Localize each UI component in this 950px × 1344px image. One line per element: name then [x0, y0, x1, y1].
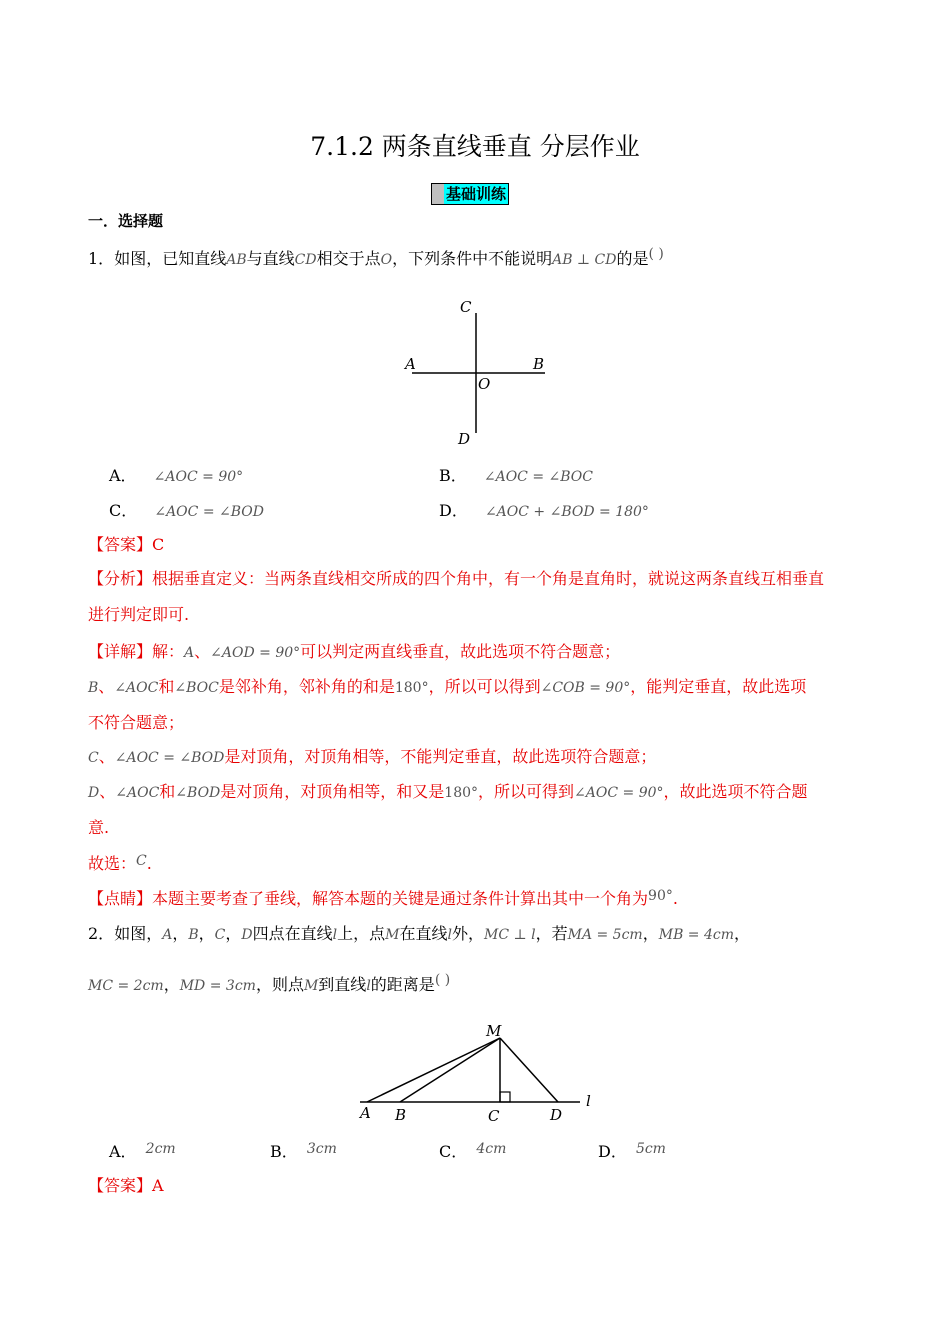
option-expr: 2cm [145, 1141, 176, 1157]
q1-detail-b [88, 674, 806, 697]
q1-option-a[interactable] [109, 463, 243, 486]
comment-math: 90° [648, 888, 673, 904]
q2-math: A [162, 927, 173, 943]
label-m: M [486, 1022, 502, 1040]
label-a: A [405, 355, 416, 373]
detail-math: ∠COB = 90° [540, 680, 631, 696]
choose-text: 故选： [88, 854, 137, 873]
q2-stem-line2 [88, 972, 450, 995]
label-d: D [550, 1106, 563, 1124]
option-letter: A． [109, 1142, 137, 1161]
detail-text: 、 [99, 782, 116, 801]
segment-mb [400, 1038, 500, 1102]
q2-text: ，若 [535, 924, 568, 943]
option-letter: A． [109, 466, 137, 485]
detail-math: D [88, 785, 100, 801]
option-expr: ∠AOC + ∠BOD = 180° [484, 504, 649, 520]
detail-text: 、 [98, 677, 115, 696]
q1-detail-d [88, 779, 808, 802]
q2-option-a[interactable] [109, 1139, 176, 1162]
detail-math: ∠AOC = ∠BOD [114, 750, 225, 766]
detail-text: ，故此选项不符合题 [663, 782, 808, 801]
q1-analysis-line1 [88, 566, 824, 589]
label-d: D [458, 430, 471, 447]
q1-detail-d-cont: 意. [88, 818, 110, 837]
q2-text: 四点在直线 [252, 924, 333, 943]
q1-number: 1． [88, 249, 115, 268]
detail-text: 、 [194, 642, 211, 661]
label-b: B [533, 355, 545, 373]
option-expr: ∠AOC = 90° [153, 469, 244, 485]
answer-label: 【答案】 [88, 1176, 153, 1195]
q1-text: 相交于点 [316, 249, 381, 268]
q2-answer [88, 1173, 164, 1196]
q2-text: 在直线 [399, 924, 448, 943]
q2-text: ， [172, 924, 189, 943]
answer-value: C [152, 535, 165, 554]
q1-stem [88, 246, 664, 269]
detail-math: 180° [394, 680, 429, 696]
tag-label: 基础训练 [446, 185, 507, 203]
detail-text: ，所以可以得到 [428, 677, 541, 696]
comment-text: . [672, 889, 678, 908]
detail-text: 解： [152, 642, 185, 661]
option-letter: B． [270, 1142, 298, 1161]
q1-figure [400, 295, 560, 447]
label-l: l [586, 1092, 591, 1110]
q1-detail-b-cont: 不符合题意； [88, 713, 185, 732]
q1-math: O [380, 252, 393, 268]
q1-option-d[interactable] [439, 498, 649, 521]
q2-paren: ( ) [434, 972, 451, 988]
detail-text: ，所以可得到 [478, 782, 575, 801]
option-expr: 3cm [306, 1141, 337, 1157]
q2-option-b[interactable] [270, 1139, 337, 1162]
detail-text: ，能判定垂直，故此选项 [630, 677, 807, 696]
q2-math: C [214, 927, 226, 943]
q2-math: D [241, 927, 253, 943]
q2-math: MC ⊥ l [484, 927, 536, 943]
section-heading: 一．选择题 [88, 212, 164, 230]
q2-text: 外， [451, 924, 484, 943]
q2-text: ， [198, 924, 215, 943]
option-expr: 5cm [635, 1141, 666, 1157]
q2-math: l [447, 927, 452, 943]
detail-math: ∠AOC [115, 785, 160, 801]
detail-text: 是对顶角，对顶角相等，和又是 [220, 782, 445, 801]
label-c: C [488, 1107, 500, 1125]
detail-text: 和 [158, 677, 175, 696]
q2-math: l [366, 978, 371, 994]
q2-text: ， [734, 924, 751, 943]
page-title: 7.1.2 两条直线垂直 分层作业 [310, 132, 640, 161]
label-c: C [460, 298, 472, 316]
q1-analysis-line2: 进行判定即可. [88, 605, 190, 624]
q2-text: ，则点 [255, 975, 304, 994]
q2-text: ， [163, 975, 180, 994]
detail-text: 和 [159, 782, 176, 801]
q2-text: 的距离是 [370, 975, 435, 994]
q2-figure [355, 1020, 595, 1126]
q2-math: M [303, 978, 319, 994]
choose-text: . [146, 854, 152, 873]
q2-number: 2． [88, 924, 115, 943]
q1-detail-a [88, 639, 620, 662]
q2-text: ， [225, 924, 242, 943]
q1-text: 的是 [616, 249, 649, 268]
q1-text: ，下列条件中不能说明 [392, 249, 553, 268]
q2-math: MC = 2cm [88, 978, 164, 994]
comment-label: 【点睛】 [88, 889, 153, 908]
detail-text: 可以判定两直线垂直，故此选项不符合题意； [300, 642, 621, 661]
q1-math: CD [294, 252, 317, 268]
q1-detail-c [88, 744, 656, 767]
q2-math: B [188, 927, 199, 943]
q1-comment [88, 886, 678, 909]
detail-math: 180° [444, 785, 479, 801]
q2-math: M [385, 927, 400, 943]
tag-marker [432, 184, 444, 204]
detail-label: 【详解】 [88, 642, 153, 661]
q1-text: 如图，已知直线 [114, 249, 227, 268]
detail-text: 是对顶角，对顶角相等，不能判定垂直，故此选项符合题意； [224, 747, 657, 766]
comment-text: 本题主要考查了垂线，解答本题的关键是通过条件计算出其中一个角为 [152, 889, 649, 908]
option-expr: ∠AOC = ∠BOD [154, 504, 264, 520]
label-b: B [395, 1106, 407, 1124]
detail-math: ∠BOC [174, 680, 219, 696]
analysis-label: 【分析】 [88, 569, 153, 588]
detail-math: ∠AOC = 90° [574, 785, 664, 801]
section-tag [431, 183, 509, 205]
q2-option-c[interactable] [439, 1139, 506, 1162]
option-letter: C． [439, 1142, 468, 1161]
label-o: O [478, 375, 491, 393]
detail-math: A [184, 645, 195, 661]
option-letter: C． [109, 501, 138, 520]
option-expr: ∠AOC = ∠BOC [483, 469, 593, 485]
detail-math: ∠AOD = 90° [210, 645, 301, 661]
q2-math: MB = 4cm [658, 927, 735, 943]
answer-label: 【答案】 [88, 535, 153, 554]
option-letter: B． [439, 466, 467, 485]
q1-math: AB [226, 252, 247, 268]
q2-option-d[interactable] [598, 1139, 666, 1162]
q2-text: 到直线 [318, 975, 367, 994]
analysis-text: 根据垂直定义：当两条直线相交所成的四个角中，有一个角是直角时，就说这两条直线互相垂直 [152, 569, 825, 588]
q2-math: l [332, 927, 338, 943]
detail-math: B [88, 680, 99, 696]
detail-text: 是邻补角，邻补角的和是 [218, 677, 395, 696]
q2-math: MA = 5cm [567, 927, 643, 943]
option-expr: 4cm [476, 1141, 507, 1157]
detail-text: 、 [98, 747, 115, 766]
answer-value: A [152, 1176, 164, 1195]
q1-answer [88, 532, 164, 555]
q1-option-c[interactable] [109, 498, 264, 521]
q2-math: MD = 3cm [179, 978, 256, 994]
q1-text: 与直线 [246, 249, 295, 268]
option-letter: D． [598, 1142, 627, 1161]
q1-option-b[interactable] [439, 463, 593, 486]
right-angle-mark [500, 1092, 510, 1102]
detail-math: ∠BOD [175, 785, 221, 801]
q1-math: AB ⊥ CD [552, 252, 617, 268]
q2-stem-line1 [88, 921, 750, 944]
detail-math: ∠AOC [114, 680, 159, 696]
q1-paren: ( ) [648, 246, 664, 262]
q2-text: 上，点 [337, 924, 386, 943]
q1-choose [88, 851, 152, 874]
q2-text: 如图， [114, 924, 163, 943]
detail-math: C [88, 750, 99, 766]
choose-math: C [136, 853, 147, 869]
option-letter: D． [439, 501, 468, 520]
segment-ma [367, 1038, 500, 1102]
q2-text: ， [642, 924, 659, 943]
label-a: A [360, 1104, 371, 1122]
